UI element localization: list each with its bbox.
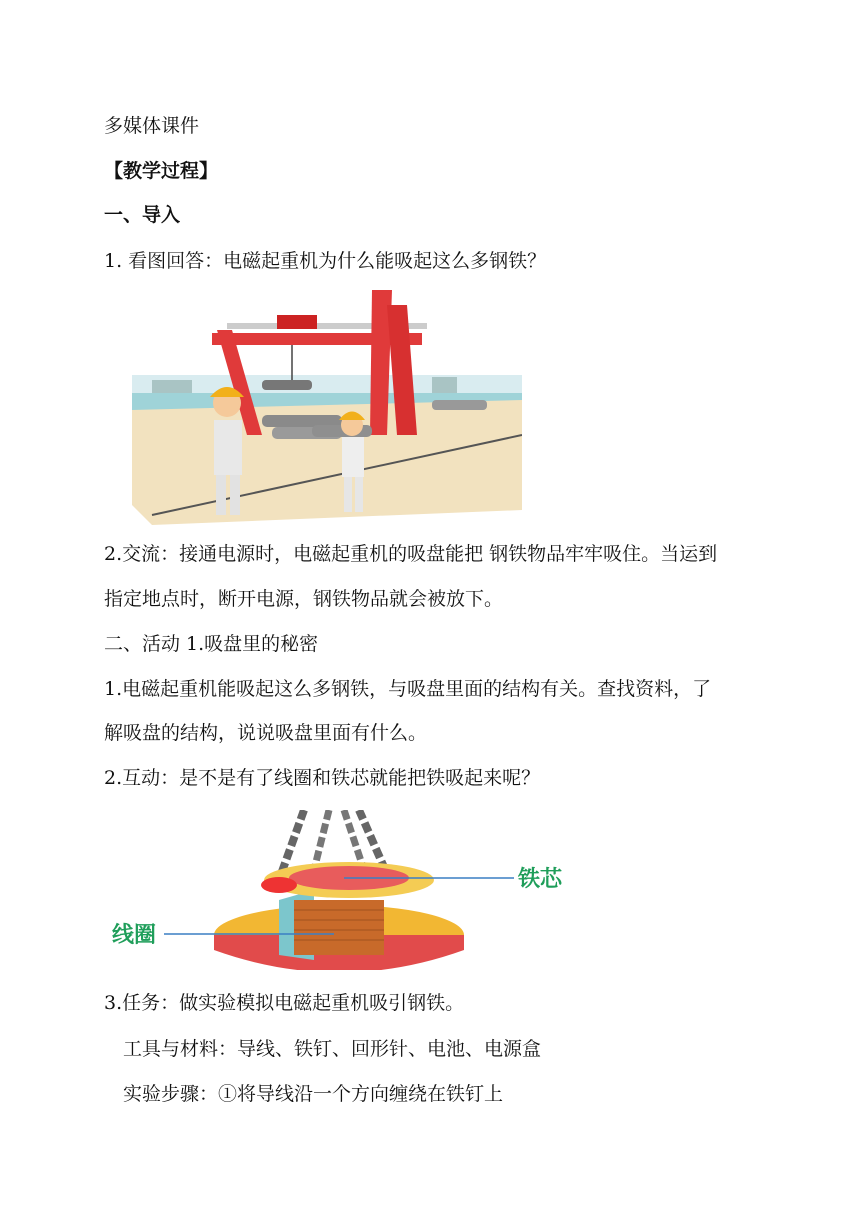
heading-teaching-process: 【教学过程】 <box>104 160 219 182</box>
interaction-question: 2.互动：是不是有了线圈和铁芯就能把铁吸起来呢？ <box>104 767 541 789</box>
question-1: 1. 看图回答：电磁起重机为什么能吸起这么多钢铁？ <box>104 250 547 272</box>
task-line: 3.任务：做实验模拟电磁起重机吸引钢铁。 <box>104 992 465 1014</box>
text-multimedia: 多媒体课件 <box>104 115 200 137</box>
label-core: 铁芯 <box>518 867 563 892</box>
heading-intro: 一、导入 <box>104 204 181 226</box>
activity-paragraph-line2: 解吸盘的结构，说说吸盘里面有什么。 <box>104 722 428 744</box>
activity-paragraph-line1: 1.电磁起重机能吸起这么多钢铁，与吸盘里面的结构有关。查找资料，了 <box>104 678 712 700</box>
heading-activity-1: 二、活动 1.吸盘里的秘密 <box>104 633 319 655</box>
materials-line: 工具与材料：导线、铁钉、回形针、电池、电源盒 <box>123 1038 542 1060</box>
exchange-paragraph-line2: 指定地点时，断开电源，钢铁物品就会被放下。 <box>104 588 504 610</box>
exchange-paragraph-line1: 2.交流：接通电源时，电磁起重机的吸盘能把 钢铁物品牢牢吸住。当运到 <box>104 543 718 565</box>
electromagnet-diagram <box>104 810 574 970</box>
steps-line: 实验步骤：①将导线沿一个方向缠绕在铁钉上 <box>123 1083 504 1105</box>
label-coil: 线圈 <box>112 923 157 948</box>
crane-illustration <box>132 285 522 530</box>
